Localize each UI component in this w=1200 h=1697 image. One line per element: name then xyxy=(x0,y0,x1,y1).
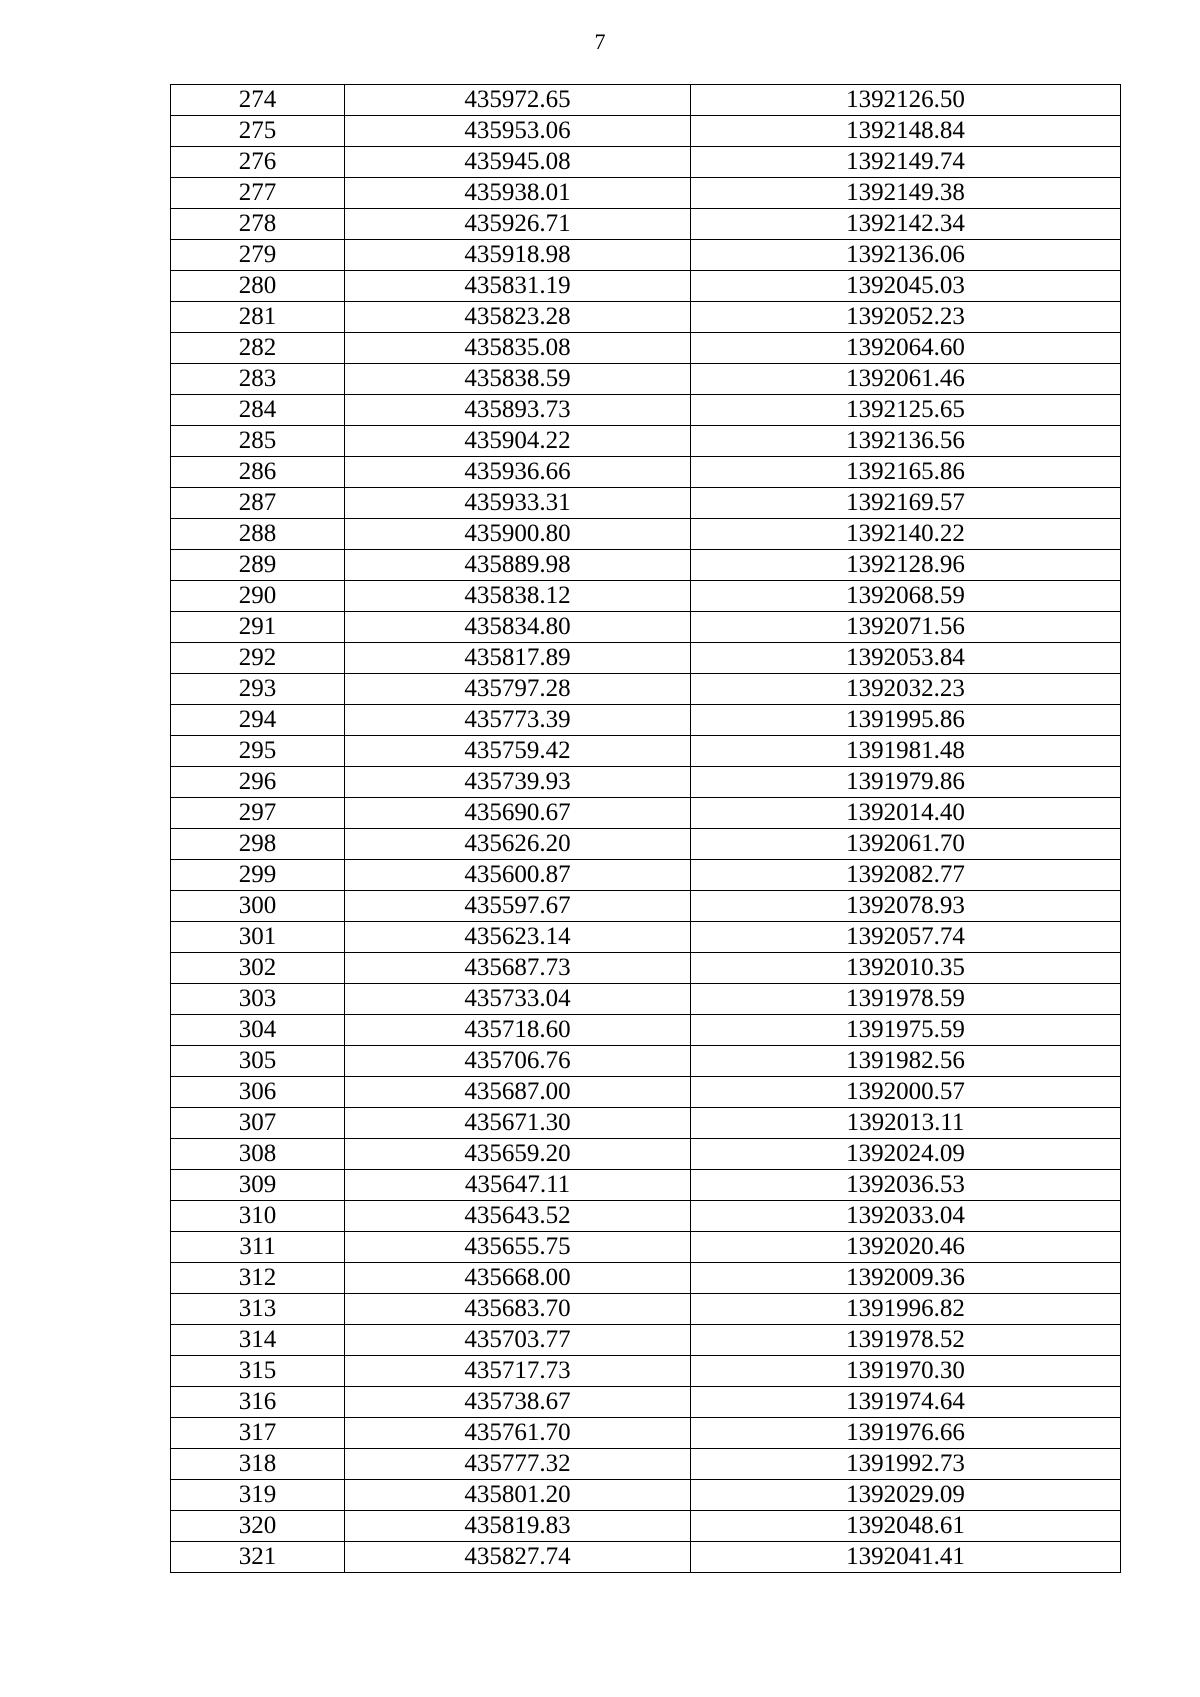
y-coordinate-cell: 1392078.93 xyxy=(691,891,1121,922)
x-coordinate-cell: 435838.59 xyxy=(345,364,691,395)
table-row xyxy=(171,209,1121,240)
y-coordinate-cell: 1392052.23 xyxy=(691,302,1121,333)
y-coordinate-cell: 1391979.86 xyxy=(691,767,1121,798)
point-number-cell: 301 xyxy=(171,922,345,953)
point-number-cell: 286 xyxy=(171,457,345,488)
y-coordinate-cell: 1392149.38 xyxy=(691,178,1121,209)
point-number-cell: 290 xyxy=(171,581,345,612)
point-number-cell: 279 xyxy=(171,240,345,271)
point-number-cell: 315 xyxy=(171,1356,345,1387)
table-row xyxy=(171,488,1121,519)
point-number-cell: 314 xyxy=(171,1325,345,1356)
table-row xyxy=(171,1201,1121,1232)
table-row xyxy=(171,736,1121,767)
y-coordinate-cell: 1392045.03 xyxy=(691,271,1121,302)
y-coordinate-cell: 1392126.50 xyxy=(691,85,1121,116)
point-number-cell: 307 xyxy=(171,1108,345,1139)
table-row xyxy=(171,147,1121,178)
table-row xyxy=(171,178,1121,209)
point-number-cell: 295 xyxy=(171,736,345,767)
x-coordinate-cell: 435834.80 xyxy=(345,612,691,643)
y-coordinate-cell: 1392169.57 xyxy=(691,488,1121,519)
table-row xyxy=(171,240,1121,271)
y-coordinate-cell: 1392068.59 xyxy=(691,581,1121,612)
y-coordinate-cell: 1391996.82 xyxy=(691,1294,1121,1325)
table-row xyxy=(171,302,1121,333)
point-number-cell: 313 xyxy=(171,1294,345,1325)
y-coordinate-cell: 1391974.64 xyxy=(691,1387,1121,1418)
y-coordinate-cell: 1392136.06 xyxy=(691,240,1121,271)
x-coordinate-cell: 435597.67 xyxy=(345,891,691,922)
y-coordinate-cell: 1391970.30 xyxy=(691,1356,1121,1387)
y-coordinate-cell: 1392041.41 xyxy=(691,1542,1121,1573)
y-coordinate-cell: 1392071.56 xyxy=(691,612,1121,643)
point-number-cell: 287 xyxy=(171,488,345,519)
point-number-cell: 293 xyxy=(171,674,345,705)
table-row xyxy=(171,1046,1121,1077)
x-coordinate-cell: 435936.66 xyxy=(345,457,691,488)
y-coordinate-cell: 1392013.11 xyxy=(691,1108,1121,1139)
point-number-cell: 282 xyxy=(171,333,345,364)
y-coordinate-cell: 1391978.52 xyxy=(691,1325,1121,1356)
x-coordinate-cell: 435831.19 xyxy=(345,271,691,302)
x-coordinate-cell: 435893.73 xyxy=(345,395,691,426)
point-number-cell: 297 xyxy=(171,798,345,829)
point-number-cell: 318 xyxy=(171,1449,345,1480)
point-number-cell: 305 xyxy=(171,1046,345,1077)
table-row xyxy=(171,705,1121,736)
x-coordinate-cell: 435838.12 xyxy=(345,581,691,612)
x-coordinate-cell: 435759.42 xyxy=(345,736,691,767)
y-coordinate-cell: 1392082.77 xyxy=(691,860,1121,891)
point-number-cell: 304 xyxy=(171,1015,345,1046)
x-coordinate-cell: 435938.01 xyxy=(345,178,691,209)
point-number-cell: 278 xyxy=(171,209,345,240)
y-coordinate-cell: 1392029.09 xyxy=(691,1480,1121,1511)
y-coordinate-cell: 1392000.57 xyxy=(691,1077,1121,1108)
x-coordinate-cell: 435773.39 xyxy=(345,705,691,736)
y-coordinate-cell: 1392125.65 xyxy=(691,395,1121,426)
point-number-cell: 288 xyxy=(171,519,345,550)
point-number-cell: 277 xyxy=(171,178,345,209)
table-row xyxy=(171,85,1121,116)
point-number-cell: 296 xyxy=(171,767,345,798)
y-coordinate-cell: 1392128.96 xyxy=(691,550,1121,581)
x-coordinate-cell: 435918.98 xyxy=(345,240,691,271)
x-coordinate-cell: 435933.31 xyxy=(345,488,691,519)
table-row xyxy=(171,891,1121,922)
table-row xyxy=(171,1325,1121,1356)
table-row xyxy=(171,1480,1121,1511)
table-row xyxy=(171,1139,1121,1170)
x-coordinate-cell: 435600.87 xyxy=(345,860,691,891)
table-row xyxy=(171,1015,1121,1046)
table-row xyxy=(171,519,1121,550)
x-coordinate-cell: 435738.67 xyxy=(345,1387,691,1418)
point-number-cell: 284 xyxy=(171,395,345,426)
x-coordinate-cell: 435819.83 xyxy=(345,1511,691,1542)
y-coordinate-cell: 1392140.22 xyxy=(691,519,1121,550)
x-coordinate-cell: 435739.93 xyxy=(345,767,691,798)
table-row xyxy=(171,1077,1121,1108)
table-row xyxy=(171,1511,1121,1542)
x-coordinate-cell: 435623.14 xyxy=(345,922,691,953)
x-coordinate-cell: 435690.67 xyxy=(345,798,691,829)
point-number-cell: 310 xyxy=(171,1201,345,1232)
point-number-cell: 306 xyxy=(171,1077,345,1108)
point-number-cell: 309 xyxy=(171,1170,345,1201)
point-number-cell: 285 xyxy=(171,426,345,457)
table-row xyxy=(171,364,1121,395)
x-coordinate-cell: 435900.80 xyxy=(345,519,691,550)
y-coordinate-cell: 1392036.53 xyxy=(691,1170,1121,1201)
table-row xyxy=(171,426,1121,457)
table-row xyxy=(171,1294,1121,1325)
y-coordinate-cell: 1392009.36 xyxy=(691,1263,1121,1294)
point-number-cell: 275 xyxy=(171,116,345,147)
x-coordinate-cell: 435823.28 xyxy=(345,302,691,333)
point-number-cell: 294 xyxy=(171,705,345,736)
point-number-cell: 303 xyxy=(171,984,345,1015)
coordinates-table-body xyxy=(171,85,1121,1573)
x-coordinate-cell: 435706.76 xyxy=(345,1046,691,1077)
y-coordinate-cell: 1392024.09 xyxy=(691,1139,1121,1170)
x-coordinate-cell: 435668.00 xyxy=(345,1263,691,1294)
y-coordinate-cell: 1391975.59 xyxy=(691,1015,1121,1046)
x-coordinate-cell: 435777.32 xyxy=(345,1449,691,1480)
y-coordinate-cell: 1392165.86 xyxy=(691,457,1121,488)
x-coordinate-cell: 435643.52 xyxy=(345,1201,691,1232)
x-coordinate-cell: 435655.75 xyxy=(345,1232,691,1263)
page-number: 7 xyxy=(594,29,606,54)
x-coordinate-cell: 435926.71 xyxy=(345,209,691,240)
x-coordinate-cell: 435797.28 xyxy=(345,674,691,705)
point-number-cell: 311 xyxy=(171,1232,345,1263)
point-number-cell: 289 xyxy=(171,550,345,581)
y-coordinate-cell: 1392053.84 xyxy=(691,643,1121,674)
point-number-cell: 319 xyxy=(171,1480,345,1511)
table-row xyxy=(171,612,1121,643)
y-coordinate-cell: 1392064.60 xyxy=(691,333,1121,364)
y-coordinate-cell: 1391995.86 xyxy=(691,705,1121,736)
point-number-cell: 274 xyxy=(171,85,345,116)
table-row xyxy=(171,581,1121,612)
y-coordinate-cell: 1392142.34 xyxy=(691,209,1121,240)
table-row xyxy=(171,984,1121,1015)
table-row xyxy=(171,767,1121,798)
x-coordinate-cell: 435718.60 xyxy=(345,1015,691,1046)
x-coordinate-cell: 435671.30 xyxy=(345,1108,691,1139)
y-coordinate-cell: 1392014.40 xyxy=(691,798,1121,829)
y-coordinate-cell: 1392048.61 xyxy=(691,1511,1121,1542)
table-row xyxy=(171,333,1121,364)
y-coordinate-cell: 1392033.04 xyxy=(691,1201,1121,1232)
x-coordinate-cell: 435647.11 xyxy=(345,1170,691,1201)
table-row xyxy=(171,674,1121,705)
y-coordinate-cell: 1392032.23 xyxy=(691,674,1121,705)
point-number-cell: 299 xyxy=(171,860,345,891)
x-coordinate-cell: 435972.65 xyxy=(345,85,691,116)
y-coordinate-cell: 1391976.66 xyxy=(691,1418,1121,1449)
table-row xyxy=(171,1170,1121,1201)
x-coordinate-cell: 435687.73 xyxy=(345,953,691,984)
x-coordinate-cell: 435945.08 xyxy=(345,147,691,178)
table-row xyxy=(171,1418,1121,1449)
table-row xyxy=(171,643,1121,674)
x-coordinate-cell: 435659.20 xyxy=(345,1139,691,1170)
x-coordinate-cell: 435904.22 xyxy=(345,426,691,457)
point-number-cell: 276 xyxy=(171,147,345,178)
table-row xyxy=(171,860,1121,891)
x-coordinate-cell: 435889.98 xyxy=(345,550,691,581)
y-coordinate-cell: 1392149.74 xyxy=(691,147,1121,178)
point-number-cell: 302 xyxy=(171,953,345,984)
point-number-cell: 300 xyxy=(171,891,345,922)
y-coordinate-cell: 1392061.70 xyxy=(691,829,1121,860)
y-coordinate-cell: 1391978.59 xyxy=(691,984,1121,1015)
table-row xyxy=(171,550,1121,581)
x-coordinate-cell: 435761.70 xyxy=(345,1418,691,1449)
point-number-cell: 281 xyxy=(171,302,345,333)
point-number-cell: 321 xyxy=(171,1542,345,1573)
point-number-cell: 291 xyxy=(171,612,345,643)
y-coordinate-cell: 1392136.56 xyxy=(691,426,1121,457)
y-coordinate-cell: 1391982.56 xyxy=(691,1046,1121,1077)
table-row xyxy=(171,829,1121,860)
x-coordinate-cell: 435835.08 xyxy=(345,333,691,364)
point-number-cell: 308 xyxy=(171,1139,345,1170)
table-row xyxy=(171,1108,1121,1139)
table-row xyxy=(171,271,1121,302)
x-coordinate-cell: 435801.20 xyxy=(345,1480,691,1511)
point-number-cell: 283 xyxy=(171,364,345,395)
point-number-cell: 280 xyxy=(171,271,345,302)
table-row xyxy=(171,116,1121,147)
y-coordinate-cell: 1391992.73 xyxy=(691,1449,1121,1480)
table-row xyxy=(171,798,1121,829)
table-row xyxy=(171,1263,1121,1294)
y-coordinate-cell: 1392010.35 xyxy=(691,953,1121,984)
y-coordinate-cell: 1392020.46 xyxy=(691,1232,1121,1263)
point-number-cell: 298 xyxy=(171,829,345,860)
table-row xyxy=(171,1542,1121,1573)
point-number-cell: 312 xyxy=(171,1263,345,1294)
x-coordinate-cell: 435827.74 xyxy=(345,1542,691,1573)
x-coordinate-cell: 435703.77 xyxy=(345,1325,691,1356)
x-coordinate-cell: 435626.20 xyxy=(345,829,691,860)
x-coordinate-cell: 435687.00 xyxy=(345,1077,691,1108)
point-number-cell: 316 xyxy=(171,1387,345,1418)
point-number-cell: 292 xyxy=(171,643,345,674)
y-coordinate-cell: 1392148.84 xyxy=(691,116,1121,147)
y-coordinate-cell: 1392057.74 xyxy=(691,922,1121,953)
point-number-cell: 317 xyxy=(171,1418,345,1449)
table-row xyxy=(171,1449,1121,1480)
y-coordinate-cell: 1391981.48 xyxy=(691,736,1121,767)
table-row xyxy=(171,922,1121,953)
table-row xyxy=(171,457,1121,488)
x-coordinate-cell: 435683.70 xyxy=(345,1294,691,1325)
x-coordinate-cell: 435733.04 xyxy=(345,984,691,1015)
x-coordinate-cell: 435953.06 xyxy=(345,116,691,147)
y-coordinate-cell: 1392061.46 xyxy=(691,364,1121,395)
x-coordinate-cell: 435717.73 xyxy=(345,1356,691,1387)
x-coordinate-cell: 435817.89 xyxy=(345,643,691,674)
table-row xyxy=(171,1232,1121,1263)
table-row xyxy=(171,1356,1121,1387)
table-row xyxy=(171,1387,1121,1418)
table-row xyxy=(171,395,1121,426)
point-number-cell: 320 xyxy=(171,1511,345,1542)
coordinates-table xyxy=(170,84,1121,1573)
table-row xyxy=(171,953,1121,984)
